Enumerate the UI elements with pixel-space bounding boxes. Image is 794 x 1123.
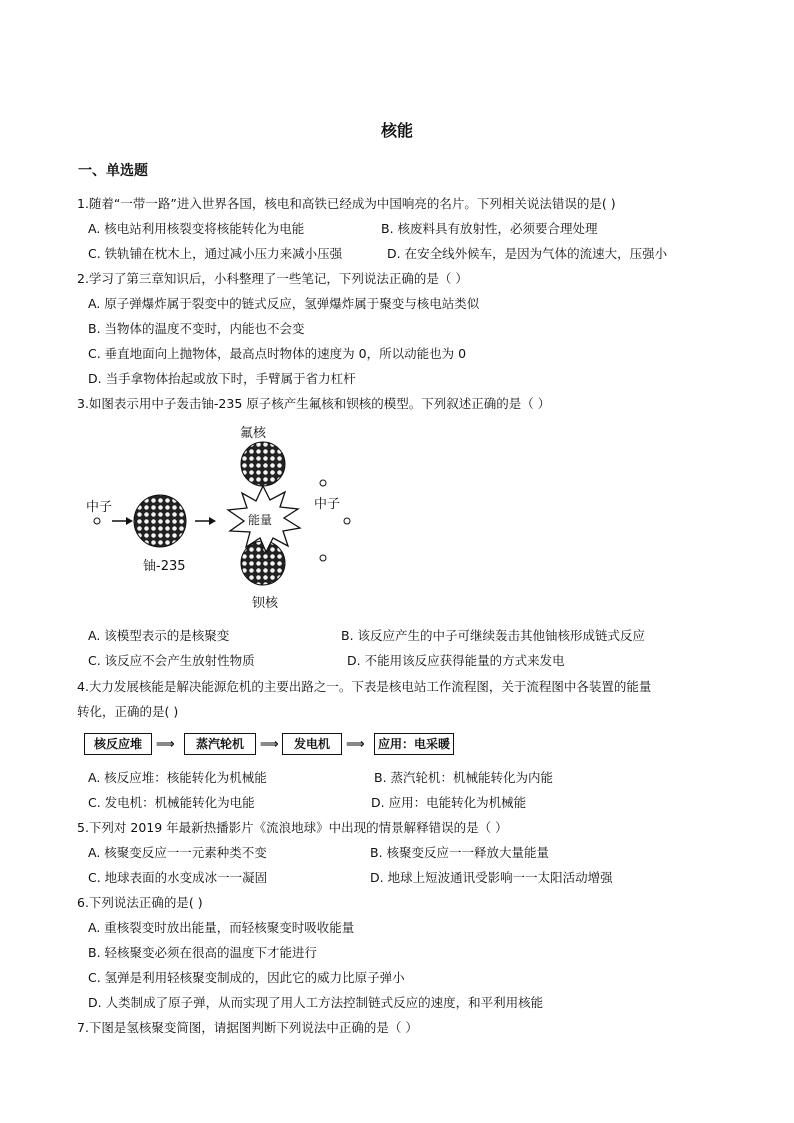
page-title: 核能 [380, 121, 413, 140]
barium-nucleus [241, 541, 285, 585]
double-arrow-icon: ⟹ [346, 737, 363, 752]
arrow-icon [126, 517, 133, 525]
flow-box-turbine: 蒸汽轮机 [184, 733, 256, 755]
question-5-stem: 5.下列对 2019 年最新热播影片《流浪地球》中出现的情景解释错误的是（ ） [77, 820, 508, 835]
question-3-option-b: B. 该反应产生的中子可继续轰击其他铀核形成链式反应 [341, 628, 646, 643]
question-5-option-a: A. 核聚变反应一一元素种类不变 [88, 845, 267, 860]
arrow-icon [209, 517, 216, 525]
question-2-option-a: A. 原子弹爆炸属于裂变中的链式反应，氢弹爆炸属于聚变与核电站类似 [88, 296, 480, 311]
question-6-option-c: C. 氢弹是利用轻核聚变制成的，因此它的威力比原子弹小 [88, 970, 405, 985]
question-1-option-a: A. 核电站利用核裂变将核能转化为电能 [88, 221, 305, 236]
question-4-option-a: A. 核反应堆：核能转化为机械能 [88, 770, 267, 785]
fluorine-label: 氟核 [240, 426, 267, 441]
question-4-option-c: C. 发电机：机械能转化为电能 [88, 795, 255, 810]
uranium-label: 铀-235 [143, 559, 186, 574]
question-5-option-c: C. 地球表面的水变成冰一一凝固 [88, 870, 268, 885]
uranium-nucleus [134, 495, 186, 547]
flow-box-generator: 发电机 [282, 733, 342, 755]
question-4-stem: 4.大力发展核能是解决能源危机的主要出路之一。下表是核电站工作流程图，关于流程图中各装置的能量 [77, 679, 652, 694]
question-1-option-b: B. 核废料具有放射性，必须要合理处理 [381, 221, 598, 236]
question-3-option-d: D. 不能用该反应获得能量的方式来发电 [347, 653, 565, 668]
flow-box-application: 应用：电采暖 [374, 733, 454, 755]
energy-label: 能量 [248, 513, 273, 527]
section-heading: 一、单选题 [78, 163, 148, 179]
question-3-option-c: C. 该反应不会产生放射性物质 [88, 653, 255, 668]
question-6-option-d: D. 人类制成了原子弹，从而实现了用人工方法控制链式反应的速度，和平利用核能 [88, 995, 544, 1010]
flow-box-reactor: 核反应堆 [84, 733, 152, 755]
released-neutron [320, 480, 326, 486]
incoming-neutron [94, 518, 100, 524]
released-neutron [344, 518, 350, 524]
neutron-label-right: 中子 [314, 497, 341, 512]
barium-label: 钡核 [252, 596, 279, 611]
question-1-option-c: C. 铁轨铺在枕木上，通过减小压力来减小压强 [88, 246, 343, 261]
double-arrow-icon: ⟹ [156, 737, 173, 752]
question-7-stem: 7.下图是氢核聚变简图，请据图判断下列说法中正确的是（ ） [77, 1020, 418, 1035]
question-5-option-b: B. 核聚变反应一一释放大量能量 [370, 845, 550, 860]
question-6-option-b: B. 轻核聚变必须在很高的温度下才能进行 [88, 945, 318, 960]
question-1-option-d: D. 在安全线外候车，是因为气体的流速大，压强小 [387, 246, 668, 261]
fission-diagram [80, 420, 380, 615]
question-6-option-a: A. 重核裂变时放出能量，而轻核聚变时吸收能量 [88, 920, 355, 935]
question-6-stem: 6.下列说法正确的是( ) [77, 895, 203, 910]
fluorine-nucleus [241, 442, 285, 486]
question-5-option-d: D. 地球上短波通讯受影响一一太阳活动增强 [370, 870, 613, 885]
question-1-stem: 1.随着“一带一路”进入世界各国，核电和高铁已经成为中国响亮的名片。下列相关说法错误的是( ) [77, 196, 616, 211]
neutron-label-left: 中子 [86, 500, 113, 515]
question-2-option-b: B. 当物体的温度不变时，内能也不会变 [88, 321, 305, 336]
question-2-option-d: D. 当手拿物体抬起或放下时，手臂属于省力杠杆 [88, 371, 356, 386]
question-3-option-a: A. 该模型表示的是核聚变 [88, 628, 230, 643]
question-4-stem-cont: 转化，正确的是( ) [77, 704, 179, 719]
question-2-stem: 2.学习了第三章知识后，小科整理了一些笔记，下列说法正确的是（ ） [77, 271, 468, 286]
question-4-option-b: B. 蒸汽轮机：机械能转化为内能 [374, 770, 554, 785]
question-4-option-d: D. 应用：电能转化为机械能 [371, 795, 527, 810]
question-2-option-c: C. 垂直地面向上抛物体，最高点时物体的速度为 0，所以动能也为 0 [88, 346, 467, 361]
question-3-stem: 3.如图表示用中子轰击铀-235 原子核产生氟核和钡核的模型。下列叙述正确的是（ ） [77, 396, 551, 411]
released-neutron [320, 555, 326, 561]
double-arrow-icon: ⟹ [260, 737, 277, 752]
nuclear-plant-flowchart [84, 733, 464, 757]
